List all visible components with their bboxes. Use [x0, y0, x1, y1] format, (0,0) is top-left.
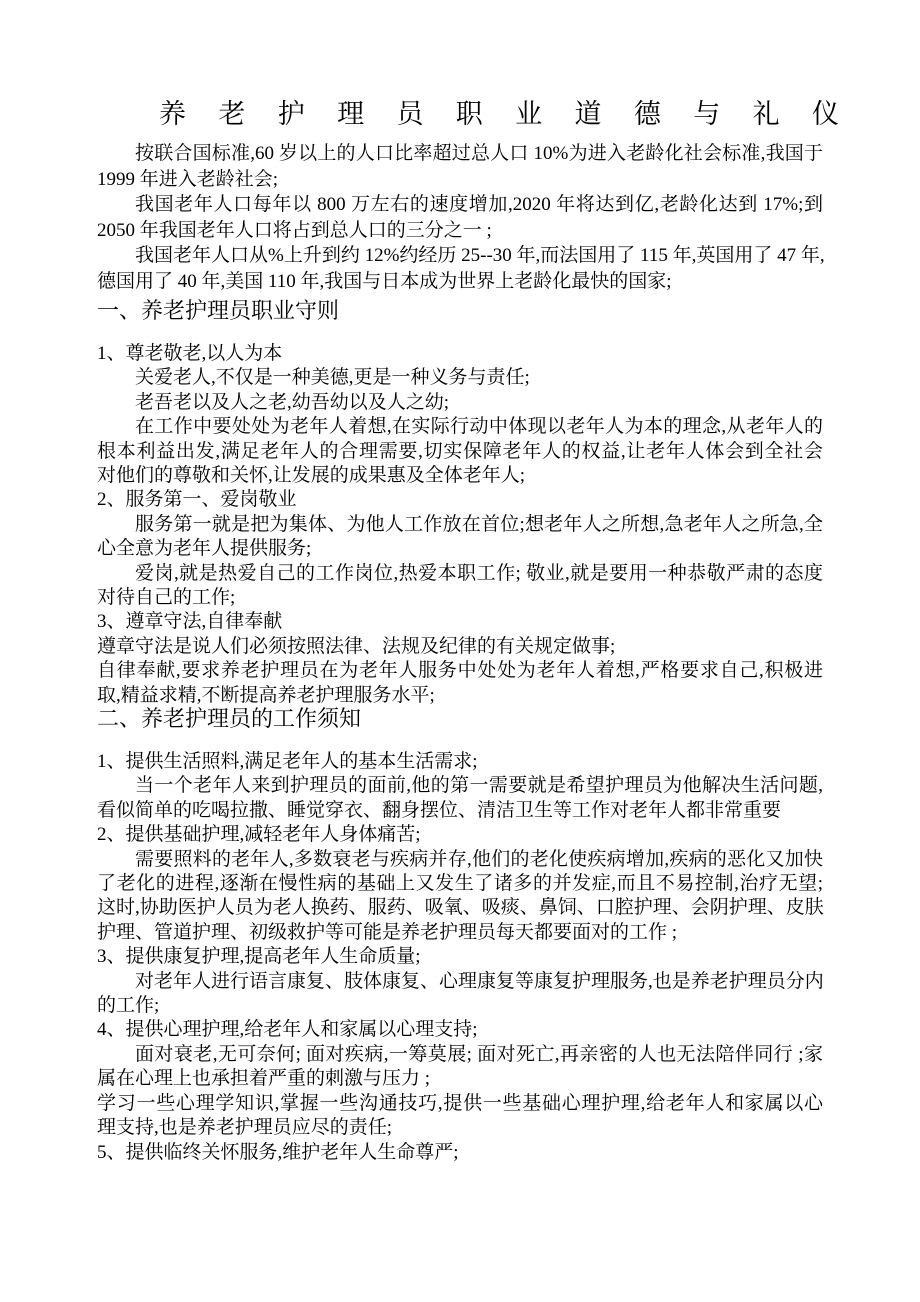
paragraph — [97, 823, 823, 847]
title-char: 道 — [574, 99, 602, 129]
paragraph — [97, 366, 823, 390]
paragraph — [97, 659, 823, 708]
text-line: 需要照料的老年人,多数衰老与疾病并存,他们的老化使疾病增加,疾病的恶化又加快 — [135, 848, 823, 870]
paragraph — [97, 243, 823, 294]
text-line: 护理、管道护理、初级救护等可能是养老护理员每天都要面对的工作 ; — [97, 921, 678, 943]
text-line: 这时,协助医护人员为老人换药、服药、吸氧、吸痰、鼻饲、口腔护理、会阴护理、皮肤 — [97, 897, 824, 919]
paragraph — [97, 848, 823, 946]
text-line: 2050 年我国老年人口将占到总人口的三分之一 ; — [97, 219, 492, 241]
paragraph — [97, 415, 823, 488]
section1-heading: 一、养老护理员职业守则 — [97, 298, 340, 323]
text-line: 对他们的尊敬和关怀,让发展的成果惠及全体老年人; — [97, 465, 526, 487]
text-line: 对待自己的工作; — [97, 587, 236, 609]
paragraph — [97, 750, 823, 774]
text-line: 德国用了 40 年,美国 110 年,我国与日本成为世界上老龄化最快的国家; — [97, 270, 672, 292]
paragraph — [97, 513, 823, 562]
text-line: 看似简单的吃喝拉撒、睡觉穿衣、翻身摆位、清洁卫生等工作对老年人都非常重要 — [97, 799, 782, 821]
document-title — [159, 92, 839, 131]
text-line: 学习一些心理学知识,掌握一些沟通技巧,提供一些基础心理护理,给老年人和家属以心 — [97, 1092, 823, 1114]
paragraph — [97, 141, 823, 192]
section2-heading: 二、养老护理员的工作须知 — [97, 706, 362, 731]
text-line: 属在心理上也承担着严重的刺激与压力 ; — [97, 1068, 431, 1090]
text-line: 了老化的进程,逐渐在慢性病的基础上又发生了诸多的并发症,而且不易控制,治疗无望; — [97, 873, 823, 895]
text-line: 2、服务第一、爱岗敬业 — [97, 489, 297, 511]
text-line: 当一个老年人来到护理员的面前,他的第一需要就是希望护理员为他解决生活问题, — [135, 775, 823, 797]
paragraph — [97, 192, 823, 243]
title-char: 职 — [455, 99, 483, 129]
title-char: 养 — [159, 99, 186, 129]
text-line: 按联合国标准,60 岁以上的人口比率超过总人口 10%为进入老龄化社会标准,我国于 — [135, 143, 823, 164]
text-line: 的工作; — [97, 995, 160, 1017]
section2-body — [97, 750, 823, 1165]
text-line: 5、提供临终关怀服务,维护老年人生命尊严; — [97, 1141, 459, 1163]
text-line: 1、尊老敬老,以人为本 — [97, 343, 283, 364]
title-char: 德 — [633, 99, 661, 129]
title-char: 业 — [515, 99, 543, 129]
title-char: 老 — [218, 99, 246, 129]
title-char: 仪 — [811, 99, 839, 129]
text-line: 老吾老以及人之老,幼吾幼以及人之幼; — [135, 391, 450, 413]
text-line: 我国老年人口从%上升到约 12%约经历 25--30 年,而法国用了 115 年,英国用了 47 年, — [135, 245, 825, 267]
text-line: 1999 年进入老龄社会; — [97, 168, 279, 190]
paragraph — [97, 635, 823, 659]
paragraph — [97, 1018, 823, 1042]
text-line: 1、提供生活照料,满足老年人的基本生活需求; — [97, 751, 478, 772]
text-line: 遵章守法是说人们必须按照法律、法规及纪律的有关规定做事; — [97, 635, 616, 657]
paragraph — [97, 945, 823, 969]
title-char: 护 — [277, 99, 305, 129]
title-char: 与 — [693, 99, 721, 129]
intro-section — [97, 141, 823, 295]
text-line: 心全意为老年人提供服务; — [97, 538, 312, 560]
text-line: 3、遵章守法,自律奉献 — [97, 611, 283, 633]
text-line: 理支持,也是养老护理员应尽的责任; — [97, 1117, 393, 1139]
paragraph — [97, 488, 823, 512]
section1-body — [97, 342, 823, 708]
paragraph — [97, 970, 823, 1019]
paragraph — [97, 342, 823, 366]
text-line: 3、提供康复护理,提高老年人生命质量; — [97, 946, 421, 968]
paragraph — [97, 1043, 823, 1092]
text-line: 我国老年人口每年以 800 万左右的速度增加,2020 年将达到亿,老龄化达到 17%;到 — [135, 194, 823, 216]
text-line: 自律奉献,要求养老护理员在为老年人服务中处处为老年人着想,严格要求自己,积极进 — [97, 660, 823, 682]
paragraph — [97, 774, 823, 823]
paragraph — [97, 610, 823, 634]
text-line: 2、提供基础护理,减轻老年人身体痛苦; — [97, 824, 421, 846]
text-line: 对老年人进行语言康复、肢体康复、心理康复等康复护理服务,也是养老护理员分内 — [135, 970, 824, 992]
text-line: 在工作中要处处为老年人着想,在实际行动中体现以老年人为本的理念,从老年人的 — [135, 416, 823, 438]
paragraph — [97, 391, 823, 415]
text-line: 面对衰老,无可奈何; 面对疾病,一筹莫展; 面对死亡,再亲密的人也无法陪伴同行 ;家 — [135, 1043, 823, 1065]
paragraph — [97, 562, 823, 611]
text-line: 4、提供心理护理,给老年人和家属以心理支持; — [97, 1019, 478, 1041]
paragraph — [97, 1092, 823, 1141]
text-line: 爱岗,就是热爱自己的工作岗位,热爱本职工作; 敬业,就是要用一种恭敬严肃的态度 — [135, 562, 823, 584]
title-char: 员 — [396, 99, 424, 129]
title-char: 理 — [337, 99, 365, 129]
text-line: 服务第一就是把为集体、为他人工作放在首位;想老年人之所想,急老年人之所急,全 — [135, 513, 823, 535]
text-line: 取,精益求精,不断提高养老护理服务水平; — [97, 684, 435, 706]
paragraph — [97, 1141, 823, 1165]
text-line: 根本利益出发,满足老年人的合理需要,切实保障老年人的权益,让老年人体会到全社会 — [97, 440, 823, 462]
text-line: 关爱老人,不仅是一种美德,更是一种义务与责任; — [135, 367, 530, 389]
title-char: 礼 — [752, 99, 780, 129]
